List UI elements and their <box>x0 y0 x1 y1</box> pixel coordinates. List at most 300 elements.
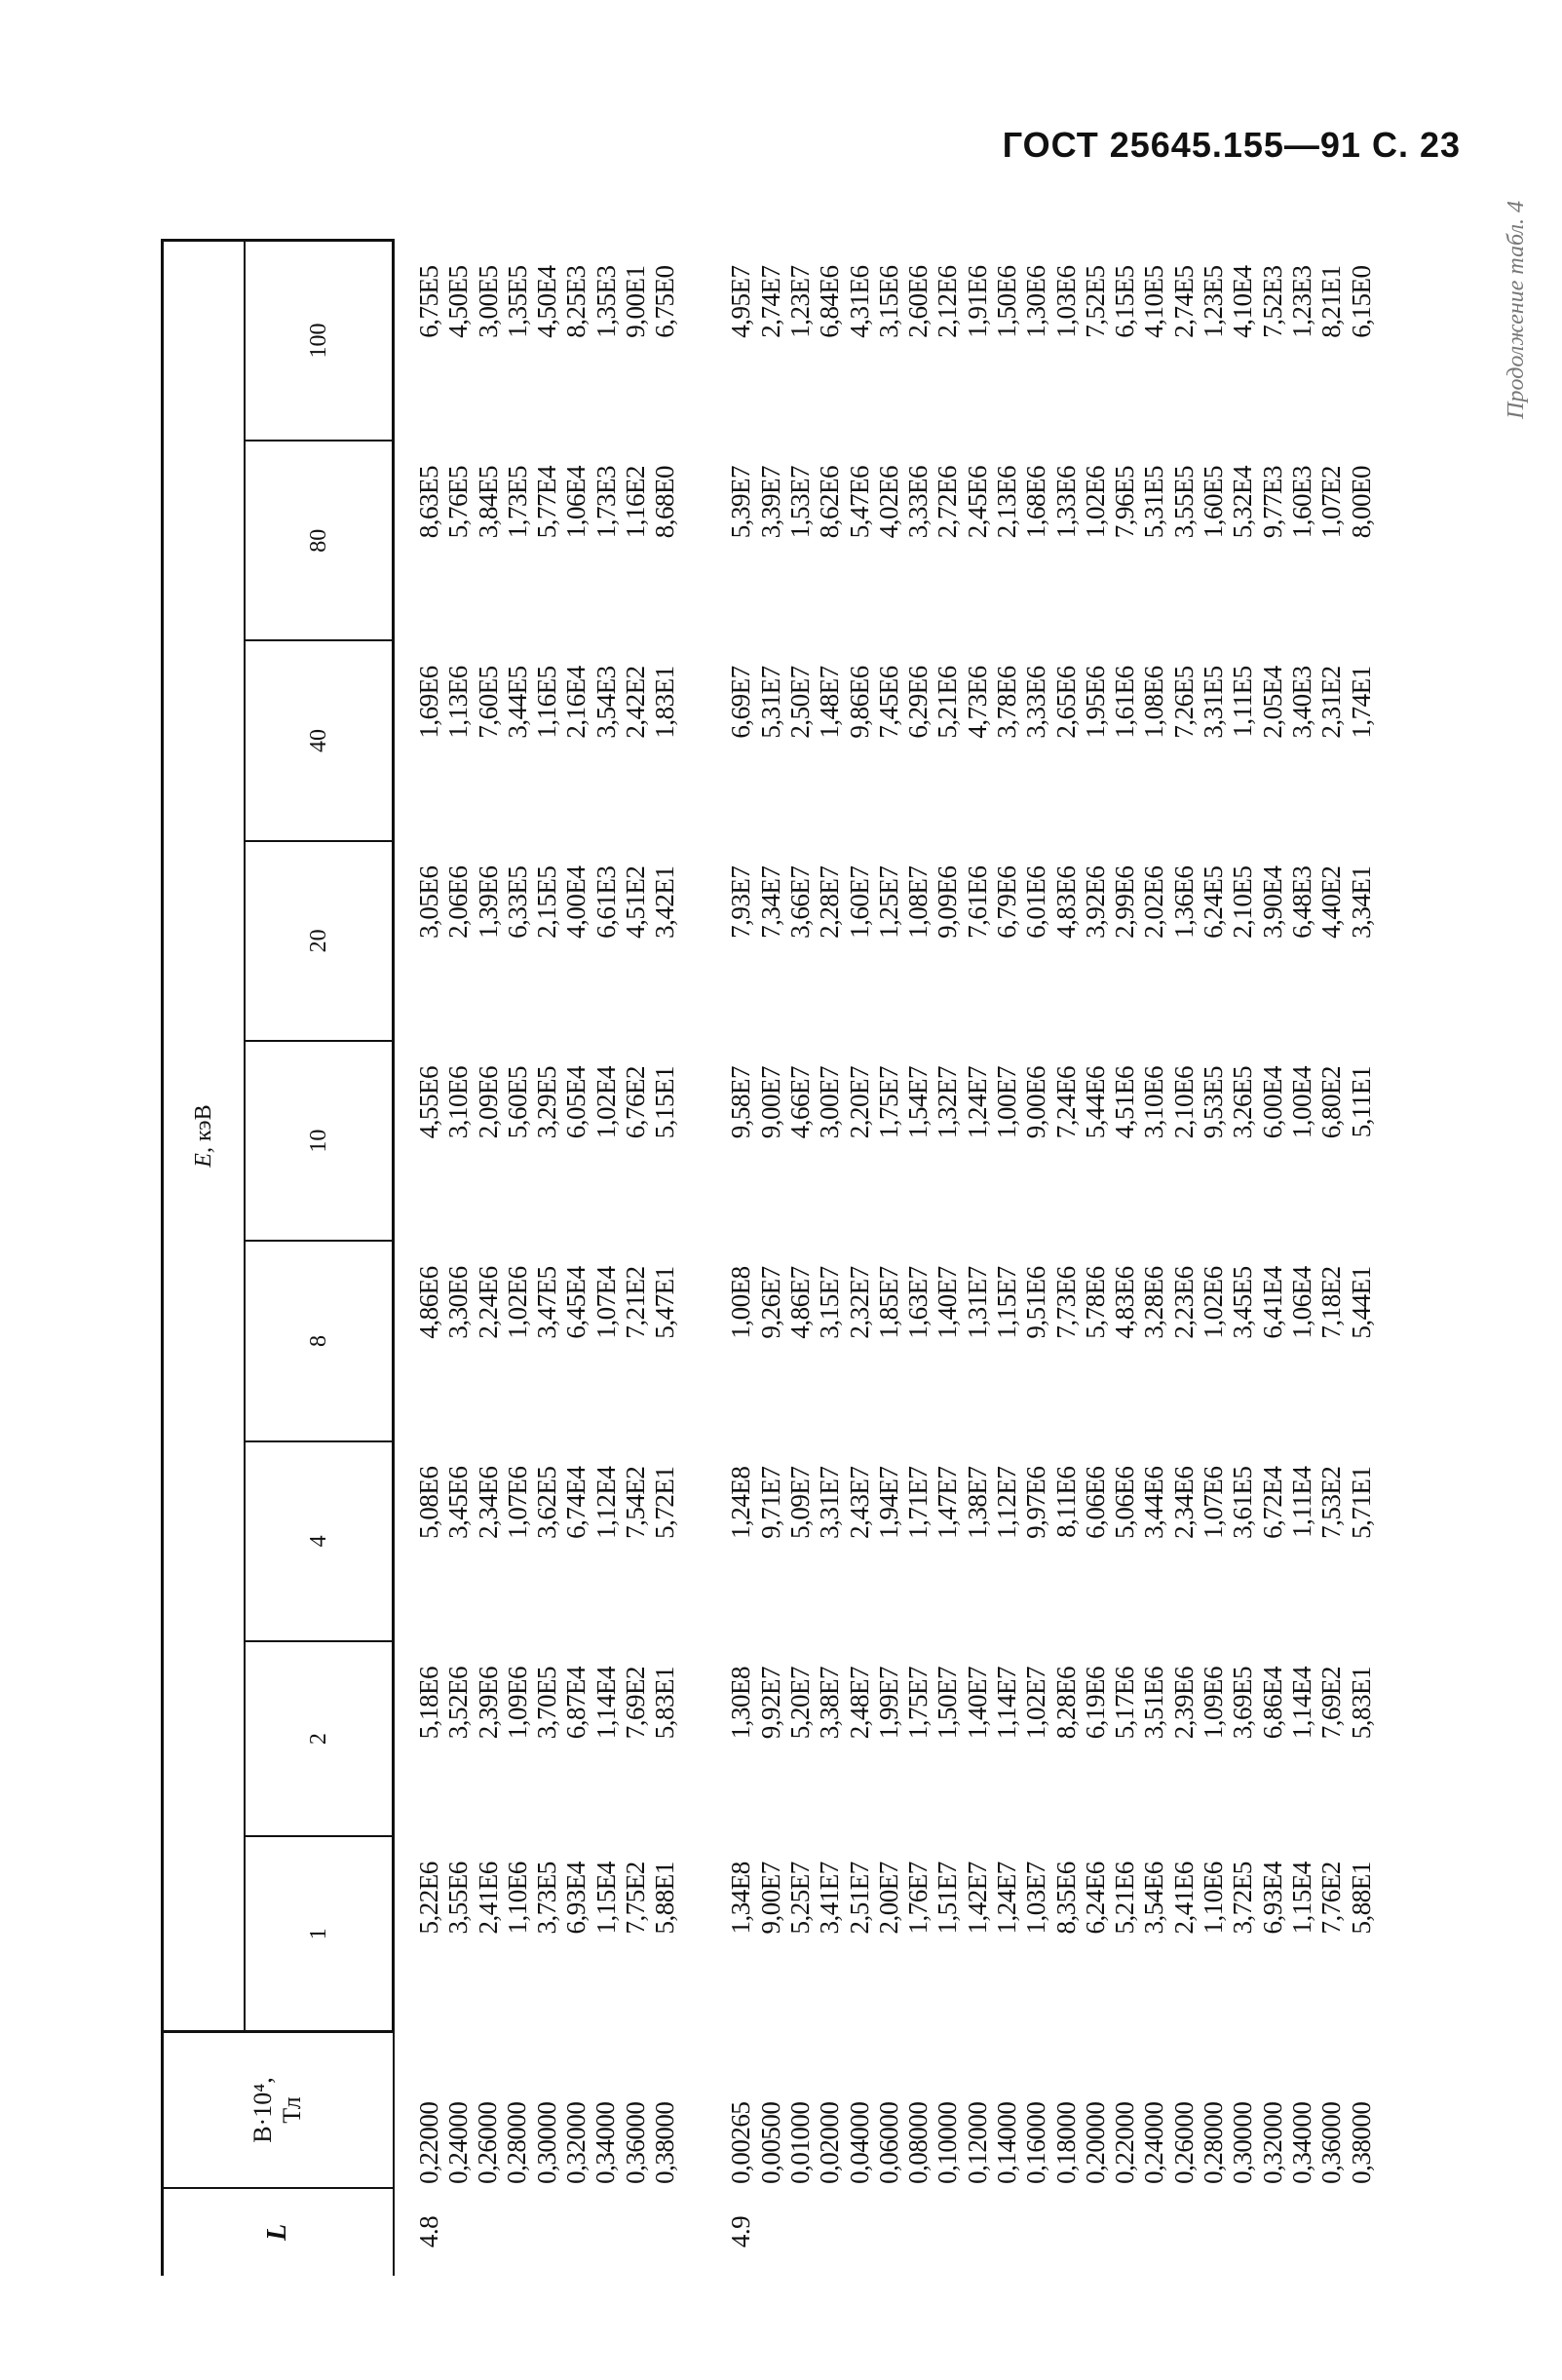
table-cell: 5,72E1 <box>650 1466 680 1539</box>
table-cell: 6,93E4 <box>561 1862 591 1935</box>
table-cell: 3,34E1 <box>1346 865 1376 939</box>
table-cell: 7,45E6 <box>873 666 903 739</box>
table-cell: 2,39E6 <box>1168 1666 1199 1740</box>
table-cell: 5,25E7 <box>784 1862 815 1935</box>
table-cell: 1,15E4 <box>1286 1862 1316 1935</box>
group-l-value: 4.9 <box>726 2215 756 2248</box>
table-cell: 3,10E6 <box>1139 1066 1169 1139</box>
b-value: 0,18000 <box>1050 2101 1081 2184</box>
table-cell: 4,55E6 <box>414 1066 443 1139</box>
group-value-column <box>394 841 690 1041</box>
table-cell: 4,95E7 <box>726 265 756 338</box>
group-value-column <box>689 640 1398 840</box>
table-cell: 1,42E7 <box>962 1862 992 1935</box>
table-cell: 2,10E6 <box>1168 1066 1199 1139</box>
table-cell: 2,32E7 <box>844 1266 874 1339</box>
table-cell: 1,11E4 <box>1286 1466 1316 1538</box>
table-cell: 6,33E5 <box>502 865 532 939</box>
b-value: 0,26000 <box>1168 2101 1199 2184</box>
column-header-energy-100: 100 <box>245 241 394 441</box>
table-cell: 6,24E6 <box>1080 1862 1110 1935</box>
table-cell: 1,68E6 <box>1021 466 1051 539</box>
table-cell: 7,26E5 <box>1168 666 1199 739</box>
rotated-table-wrapper <box>161 239 1398 2276</box>
table-cell: 2,41E6 <box>473 1862 503 1935</box>
table-cell: 5,47E1 <box>650 1266 680 1339</box>
table-cell: 9,53E5 <box>1199 1066 1229 1139</box>
table-cell: 3,55E6 <box>443 1862 474 1935</box>
table-cell: 5,39E7 <box>726 466 756 539</box>
table-cell: 1,75E7 <box>903 1666 933 1740</box>
table-cell: 5,47E6 <box>844 466 874 539</box>
table-cell: 1,76E7 <box>903 1862 933 1935</box>
b-value: 0,02000 <box>815 2101 845 2184</box>
table-cell: 2,72E6 <box>933 466 963 539</box>
table-cell: 1,83E1 <box>650 666 680 739</box>
table-cell: 3,00E5 <box>473 265 503 338</box>
column-header-energy-group <box>163 241 246 2032</box>
table-cell: 6,87E4 <box>561 1666 591 1740</box>
table-cell: 8,35E6 <box>1050 1862 1081 1935</box>
column-header-energy-8: 8 <box>245 1241 394 1440</box>
table-cell: 5,83E1 <box>650 1666 680 1740</box>
table-cell: 3,90E4 <box>1257 865 1287 939</box>
table-cell: 3,84E5 <box>473 466 503 539</box>
column-header-energy-20: 20 <box>245 841 394 1041</box>
b-value: 0,38000 <box>649 2101 679 2184</box>
b-value: 0,32000 <box>560 2101 591 2184</box>
table-cell: 2,24E6 <box>473 1266 503 1339</box>
table-cell: 1,24E8 <box>726 1466 756 1539</box>
table-cell: 1,00E4 <box>1286 1066 1316 1139</box>
table-cell: 9,00E6 <box>1021 1066 1051 1139</box>
b-value: 0,28000 <box>502 2101 532 2184</box>
table-cell: 7,69E2 <box>621 1666 651 1740</box>
table-cell: 6,15E5 <box>1110 265 1140 338</box>
column-header-b <box>163 2032 394 2188</box>
table-cell: 1,02E6 <box>1199 1266 1229 1339</box>
table-cell: 1,33E6 <box>1050 466 1081 539</box>
b-value: 0,08000 <box>903 2101 933 2184</box>
table-cell: 8,28E6 <box>1050 1666 1081 1740</box>
table-cell: 9,00E7 <box>755 1862 785 1935</box>
table-cell: 1,02E6 <box>502 1266 532 1339</box>
table-cell: 8,62E6 <box>815 466 845 539</box>
table-cell: 3,33E6 <box>1021 666 1051 739</box>
table-cell: 1,39E6 <box>473 865 503 939</box>
b-value: 0,30000 <box>531 2101 561 2184</box>
table-cell: 4,73E6 <box>962 666 992 739</box>
page-header: ГОСТ 25645.155—91 С. 23 <box>1002 125 1461 165</box>
table-cell: 9,26E7 <box>755 1266 785 1339</box>
table-cell: 5,15E1 <box>650 1066 680 1139</box>
table-cell: 5,17E6 <box>1110 1666 1140 1740</box>
table-cell: 4,51E2 <box>621 865 651 939</box>
table-cell: 1,16E2 <box>621 466 651 539</box>
table-cell: 3,28E6 <box>1139 1266 1169 1339</box>
table-cell: 2,48E7 <box>844 1666 874 1740</box>
table-cell: 1,25E7 <box>873 865 903 939</box>
table-cell: 2,05E4 <box>1257 666 1287 739</box>
group-b-column <box>394 2032 690 2188</box>
group-value-column <box>394 1836 690 2031</box>
table-cell: 5,78E6 <box>1080 1266 1110 1339</box>
group-value-column <box>689 1441 1398 1641</box>
table-cell: 6,15E0 <box>1346 265 1376 338</box>
table-cell: 1,99E7 <box>873 1666 903 1740</box>
table-cell: 1,15E7 <box>992 1266 1021 1339</box>
table-cell: 1,32E7 <box>933 1066 963 1139</box>
table-cell: 7,93E7 <box>726 865 756 939</box>
b-value: 0,06000 <box>873 2101 903 2184</box>
table-cell: 1,07E4 <box>591 1266 621 1339</box>
group-value-column <box>394 1241 690 1440</box>
table-cell: 6,29E6 <box>903 666 933 739</box>
column-header-energy-10: 10 <box>245 1041 394 1241</box>
table-cell: 5,06E6 <box>1110 1466 1140 1539</box>
table-cell: 3,54E6 <box>1139 1862 1169 1935</box>
b-value: 0,12000 <box>962 2101 992 2184</box>
table-cell: 6,75E5 <box>414 265 443 338</box>
table-cell: 1,94E7 <box>873 1466 903 1539</box>
table-cell: 1,00E8 <box>726 1266 756 1339</box>
table-cell: 5,44E6 <box>1080 1066 1110 1139</box>
table-cell: 1,60E5 <box>1199 466 1229 539</box>
table-cell: 1,95E6 <box>1080 666 1110 739</box>
table-cell: 1,75E7 <box>873 1066 903 1139</box>
table-cell: 3,44E5 <box>502 666 532 739</box>
table-cell: 1,23E3 <box>1286 265 1316 338</box>
table-cell: 6,05E4 <box>561 1066 591 1139</box>
table-cell: 1,40E7 <box>933 1266 963 1339</box>
continuation-note-text: Продолжение табл. 4 <box>1504 201 1529 419</box>
group-value-column <box>689 1241 1398 1440</box>
table-cell: 6,00E4 <box>1257 1066 1287 1139</box>
table-cell: 5,83E1 <box>1346 1666 1376 1740</box>
table-cell: 6,61E3 <box>591 865 621 939</box>
table-cell: 1,23E7 <box>784 265 815 338</box>
table-cell: 7,21E2 <box>621 1266 651 1339</box>
table-cell: 6,69E7 <box>726 666 756 739</box>
b-value: 0,26000 <box>473 2101 503 2184</box>
table-cell: 6,48E3 <box>1286 865 1316 939</box>
table-cell: 7,18E2 <box>1316 1266 1347 1339</box>
table-cell: 1,30E8 <box>726 1666 756 1740</box>
table-cell: 1,74E1 <box>1346 666 1376 739</box>
table-cell: 6,72E4 <box>1257 1466 1287 1539</box>
table-cell: 2,34E6 <box>1168 1466 1199 1539</box>
table-cell: 9,97E6 <box>1021 1466 1051 1539</box>
table-cell: 1,06E4 <box>1286 1266 1316 1339</box>
table-cell: 3,61E5 <box>1228 1466 1258 1539</box>
table-cell: 2,74E7 <box>755 265 785 338</box>
table-cell: 3,66E7 <box>784 865 815 939</box>
b-value: 0,24000 <box>1139 2101 1169 2184</box>
table-cell: 7,24E6 <box>1050 1066 1081 1139</box>
table-cell: 3,15E7 <box>815 1266 845 1339</box>
table-cell: 3,05E6 <box>414 865 443 939</box>
column-header-energy-1: 1 <box>245 1836 394 2031</box>
table-cell: 5,88E1 <box>650 1862 680 1935</box>
b-value: 0,30000 <box>1228 2101 1258 2184</box>
table-cell: 6,01E6 <box>1021 865 1051 939</box>
column-header-energy-4: 4 <box>245 1441 394 1641</box>
group-value-column <box>394 241 690 441</box>
table-cell: 3,29E5 <box>532 1066 562 1139</box>
table-cell: 5,21E6 <box>933 666 963 739</box>
column-header-b-label <box>248 2077 307 2143</box>
group-value-column <box>394 1441 690 1641</box>
b-value: 0,10000 <box>933 2101 963 2184</box>
group-value-column <box>689 1641 1398 1836</box>
table-cell: 6,76E2 <box>621 1066 651 1139</box>
table-cell: 1,06E4 <box>561 466 591 539</box>
table-cell: 4,66E7 <box>784 1066 815 1139</box>
table-cell: 9,58E7 <box>726 1066 756 1139</box>
b-value: 0,00265 <box>726 2101 756 2184</box>
table-cell: 9,00E1 <box>621 265 651 338</box>
table-cell: 2,15E5 <box>532 865 562 939</box>
table-cell: 3,62E5 <box>532 1466 562 1539</box>
group-value-column <box>689 241 1398 441</box>
table-cell: 1,85E7 <box>873 1266 903 1339</box>
table-cell: 6,84E6 <box>815 265 845 338</box>
table-cell: 6,79E6 <box>992 865 1021 939</box>
table-cell: 1,60E7 <box>844 865 874 939</box>
table-cell: 1,69E6 <box>414 666 443 739</box>
table-cell: 2,20E7 <box>844 1066 874 1139</box>
table-cell: 2,10E5 <box>1228 865 1258 939</box>
energy-unit: кэВ <box>190 1104 216 1142</box>
table-cell: 8,11E6 <box>1050 1466 1081 1538</box>
table-cell: 3,31E7 <box>815 1466 845 1539</box>
table-cell: 1,16E5 <box>532 666 562 739</box>
energy-symbol: E, <box>190 1147 216 1168</box>
table-cell: 3,00E7 <box>815 1066 845 1139</box>
table-cell: 7,53E2 <box>1316 1466 1347 1539</box>
table-cell: 3,44E6 <box>1139 1466 1169 1539</box>
table-cell: 1,61E6 <box>1110 666 1140 739</box>
b-value: 0,22000 <box>1110 2101 1140 2184</box>
table-cell: 1,34E8 <box>726 1862 756 1935</box>
table-cell: 1,14E4 <box>1286 1666 1316 1740</box>
continuation-note <box>1461 201 1539 483</box>
table-cell: 5,32E4 <box>1228 466 1258 539</box>
table-cell: 1,91E6 <box>962 265 992 338</box>
table-cell: 7,52E5 <box>1080 265 1110 338</box>
b-value: 0,14000 <box>992 2101 1021 2184</box>
table-cell: 1,02E6 <box>1080 466 1110 539</box>
table-cell: 4,83E6 <box>1110 1266 1140 1339</box>
table-cell: 1,60E3 <box>1286 466 1316 539</box>
b-value: 0,04000 <box>844 2101 874 2184</box>
table-cell: 5,18E6 <box>414 1666 443 1740</box>
table-cell: 3,26E5 <box>1228 1066 1258 1139</box>
table-cell: 1,08E6 <box>1139 666 1169 739</box>
b-value: 0,20000 <box>1080 2101 1110 2184</box>
table-cell: 7,69E2 <box>1316 1666 1347 1740</box>
table-cell: 8,00E0 <box>1346 466 1376 539</box>
table-cell: 1,10E6 <box>1199 1862 1229 1935</box>
table-cell: 2,39E6 <box>473 1666 503 1740</box>
table-cell: 3,92E6 <box>1080 865 1110 939</box>
table-cell: 1,14E7 <box>992 1666 1021 1740</box>
table-cell: 9,00E7 <box>755 1066 785 1139</box>
table-cell: 6,80E2 <box>1316 1066 1347 1139</box>
table-cell: 6,19E6 <box>1080 1666 1110 1740</box>
table-cell: 3,42E1 <box>650 865 680 939</box>
group-b-column <box>689 2032 1398 2188</box>
table-cell: 3,30E6 <box>443 1266 474 1339</box>
table-cell: 3,15E6 <box>873 265 903 338</box>
table-cell: 1,40E7 <box>962 1666 992 1740</box>
b-value: 0,28000 <box>1199 2101 1229 2184</box>
table-cell: 3,70E5 <box>532 1666 562 1740</box>
table-cell: 4,50E5 <box>443 265 474 338</box>
b-value: 0,36000 <box>1316 2101 1347 2184</box>
table-cell: 1,51E7 <box>933 1862 963 1935</box>
table-cell: 4,86E7 <box>784 1266 815 1339</box>
b-value: 0,00500 <box>755 2101 785 2184</box>
table-cell: 5,09E7 <box>784 1466 815 1539</box>
table-cell: 2,34E6 <box>473 1466 503 1539</box>
table-cell: 2,42E2 <box>621 666 651 739</box>
table-cell: 1,12E4 <box>591 1466 621 1539</box>
table-cell: 1,07E6 <box>1199 1466 1229 1539</box>
table-cell: 1,47E7 <box>933 1466 963 1539</box>
table-cell: 3,39E7 <box>755 466 785 539</box>
table-cell: 1,11E5 <box>1228 666 1258 738</box>
table-cell: 1,50E7 <box>933 1666 963 1740</box>
table-cell: 1,71E7 <box>903 1466 933 1539</box>
table-cell: 3,55E5 <box>1168 466 1199 539</box>
table-cell: 1,31E7 <box>962 1266 992 1339</box>
table-cell: 3,51E6 <box>1139 1666 1169 1740</box>
table-cell: 6,93E4 <box>1257 1862 1287 1935</box>
table-cell: 3,38E7 <box>815 1666 845 1740</box>
table-cell: 8,21E1 <box>1316 265 1347 338</box>
group-value-column <box>394 1641 690 1836</box>
table-cell: 1,02E7 <box>1021 1666 1051 1740</box>
table-cell: 1,03E6 <box>1050 265 1081 338</box>
table-cell: 5,11E1 <box>1346 1066 1376 1138</box>
table-cell: 7,52E3 <box>1257 265 1287 338</box>
b-value: 0,36000 <box>620 2101 650 2184</box>
table-cell: 1,54E7 <box>903 1066 933 1139</box>
table-cell: 6,41E4 <box>1257 1266 1287 1339</box>
table-cell: 9,71E7 <box>755 1466 785 1539</box>
table-cell: 9,09E6 <box>933 865 963 939</box>
table-cell: 2,50E7 <box>784 666 815 739</box>
b-value: 0,34000 <box>1286 2101 1316 2184</box>
table-cell: 3,31E5 <box>1199 666 1229 739</box>
table-cell: 5,31E7 <box>755 666 785 739</box>
table-cell: 5,77E4 <box>532 466 562 539</box>
table-cell: 3,33E6 <box>903 466 933 539</box>
table-cell: 2,16E4 <box>561 666 591 739</box>
table-cell: 7,34E7 <box>755 865 785 939</box>
table-cell: 1,24E7 <box>992 1862 1021 1935</box>
energy-header-row <box>245 241 394 2277</box>
table-cell: 5,22E6 <box>414 1862 443 1935</box>
table-cell: 4,00E4 <box>561 865 591 939</box>
table-cell: 6,86E4 <box>1257 1666 1287 1740</box>
table-cell: 1,09E6 <box>1199 1666 1229 1740</box>
column-header-b-unit: Тл <box>278 2096 307 2124</box>
table-cell: 1,03E7 <box>1021 1862 1051 1935</box>
table-cell: 1,14E4 <box>591 1666 621 1740</box>
table-cell: 4,86E6 <box>414 1266 443 1339</box>
table-cell: 3,10E6 <box>443 1066 474 1139</box>
table-cell: 2,09E6 <box>473 1066 503 1139</box>
table-cell: 9,86E6 <box>844 666 874 739</box>
table-cell: 6,74E4 <box>561 1466 591 1539</box>
table-cell: 5,31E5 <box>1139 466 1169 539</box>
b-value: 0,38000 <box>1346 2101 1376 2184</box>
column-header-energy-2: 2 <box>245 1641 394 1836</box>
table-cell: 3,72E5 <box>1228 1862 1258 1935</box>
group-value-column <box>689 1041 1398 1241</box>
table-cell: 1,12E7 <box>992 1466 1021 1539</box>
table-cell: 2,99E6 <box>1110 865 1140 939</box>
table-body <box>394 241 1399 2277</box>
table-cell: 1,30E6 <box>1021 265 1051 338</box>
table-cell: 6,45E4 <box>561 1266 591 1339</box>
table-cell: 8,68E0 <box>650 466 680 539</box>
data-table <box>161 239 1398 2276</box>
table-cell: 1,02E4 <box>591 1066 621 1139</box>
table-cell: 5,71E1 <box>1346 1466 1376 1539</box>
b-value: 0,22000 <box>413 2101 443 2184</box>
table-cell: 7,60E5 <box>473 666 503 739</box>
table-cell: 2,00E7 <box>873 1862 903 1935</box>
group-value-column <box>689 441 1398 640</box>
table-cell: 4,31E6 <box>844 265 874 338</box>
table-cell: 2,74E5 <box>1168 265 1199 338</box>
group-value-column <box>394 441 690 640</box>
table-cell: 2,60E6 <box>903 265 933 338</box>
table-group-row <box>394 241 690 2277</box>
table-cell: 2,45E6 <box>962 466 992 539</box>
table-cell: 1,63E7 <box>903 1266 933 1339</box>
table-cell: 5,88E1 <box>1346 1862 1376 1935</box>
table-cell: 1,07E6 <box>502 1466 532 1539</box>
table-cell: 1,13E6 <box>443 666 474 739</box>
table-cell: 1,15E4 <box>591 1862 621 1935</box>
table-cell: 3,45E6 <box>443 1466 474 1539</box>
table-cell: 1,09E6 <box>502 1666 532 1740</box>
column-header-energy-40: 40 <box>245 640 394 840</box>
table-cell: 4,51E6 <box>1110 1066 1140 1139</box>
table-group-row <box>689 241 1398 2277</box>
table-cell: 1,38E7 <box>962 1466 992 1539</box>
table-cell: 5,44E1 <box>1346 1266 1376 1339</box>
table-cell: 1,73E5 <box>502 466 532 539</box>
table-cell: 1,24E7 <box>962 1066 992 1139</box>
table-cell: 3,78E6 <box>992 666 1021 739</box>
table-cell: 7,61E6 <box>962 865 992 939</box>
table-cell: 2,13E6 <box>992 466 1021 539</box>
table-cell: 9,77E3 <box>1257 466 1287 539</box>
table-cell: 1,73E3 <box>591 466 621 539</box>
table-cell: 5,21E6 <box>1110 1862 1140 1935</box>
b-value: 0,16000 <box>1021 2101 1051 2184</box>
table-cell: 5,76E5 <box>443 466 474 539</box>
table-cell: 6,06E6 <box>1080 1466 1110 1539</box>
table-cell: 1,35E3 <box>591 265 621 338</box>
table-cell: 7,76E2 <box>1316 1862 1347 1935</box>
table-cell: 4,40E2 <box>1316 865 1347 939</box>
